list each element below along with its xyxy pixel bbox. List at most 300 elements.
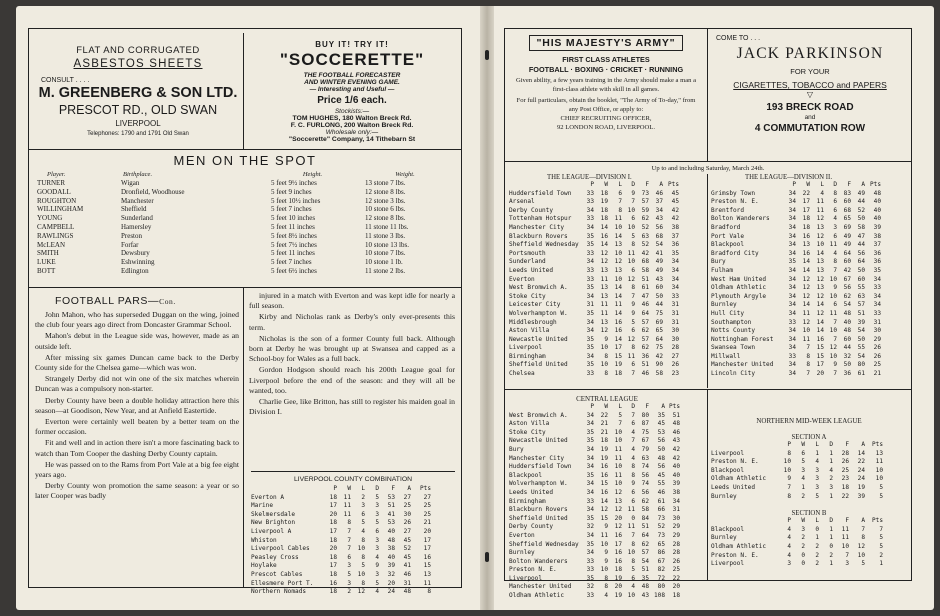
stat-cell: 4 (833, 249, 837, 257)
table-row (509, 361, 705, 370)
stat-cell: 46 (641, 301, 649, 309)
col-header: Pts (419, 485, 431, 492)
team-name: Port Vale (711, 232, 745, 240)
stat-cell: 51 (641, 523, 649, 531)
stat-cell: 13 (600, 284, 608, 292)
stat-cell: 37 (655, 198, 663, 206)
stat-cell: 26 (403, 519, 411, 527)
stat-cell: 60 (857, 275, 865, 283)
header-spacer (251, 485, 323, 494)
stat-cell: 13 (614, 241, 622, 249)
men-cell: CAMPBELL (37, 222, 75, 231)
stat-cell: 7 (833, 335, 837, 343)
stat-cell: 7 (833, 370, 837, 378)
stat-cell: 17 (423, 545, 431, 553)
central-title: CENTRAL LEAGUE (576, 395, 638, 403)
stat-cell: 13 (875, 449, 883, 457)
stat-cell: 6 (833, 198, 837, 206)
stat-cell: 34 (788, 223, 796, 231)
stat-cell: 51 (672, 411, 680, 419)
parkinson-ad (710, 31, 910, 157)
stat-cell: 34 (586, 420, 594, 428)
team-name: Bradford (711, 223, 741, 231)
stat-cell: 8 (631, 241, 635, 249)
stat-cell: 5 (879, 483, 883, 491)
ad-tag1: THE FOOTBALL FORECASTER (303, 72, 401, 79)
men-cell: 5 feet 7½ inches (271, 240, 317, 249)
stat-cell: 5 (861, 560, 865, 568)
stat-cell: 32 (843, 352, 851, 360)
ad-line2: ASBESTOS SHEETS (73, 58, 203, 70)
stat-cell: 10 (627, 206, 635, 214)
team-name: New Brighton (251, 519, 296, 527)
stat-cell: 14 (816, 249, 824, 257)
stat-cell: 55 (857, 344, 865, 352)
stat-cell: 11 (627, 249, 635, 257)
stat-cell: 8 (787, 449, 791, 457)
stat-cell: 43 (672, 437, 680, 445)
stat-cell: 12 (816, 215, 824, 223)
stat-cell: 5 (361, 562, 365, 570)
stat-cell: 15 (816, 352, 824, 360)
stat-cell: 12 (600, 258, 608, 266)
table-row (509, 370, 705, 379)
stat-cell: 86 (657, 549, 665, 557)
paragraph: After missing six games Duncan came back to the Derby County side for the Chelsea game—which was won. (35, 352, 239, 373)
stat-cell: 5 (631, 318, 635, 326)
stat-cell: 35 (586, 309, 594, 317)
stat-cell: 43 (641, 592, 649, 600)
stat-cell: 6 (631, 327, 635, 335)
table-row (509, 429, 705, 438)
stat-cell: 9 (604, 523, 608, 531)
table-row (711, 233, 907, 242)
ad-tag3: — Interesting and Useful — (309, 86, 395, 93)
stat-cell: 68 (655, 232, 663, 240)
midweek-league-table (711, 393, 907, 579)
col-header: L (815, 441, 819, 448)
arrow-down-icon: ▽ (806, 90, 814, 99)
stat-cell: 7 (631, 198, 635, 206)
men-header (35, 171, 455, 178)
stat-cell: 28 (841, 449, 849, 457)
stat-cell: 10 (816, 241, 824, 249)
stat-cell: 16 (614, 327, 622, 335)
stat-cell: 52 (403, 545, 411, 553)
stat-cell: 19 (600, 445, 608, 453)
stat-cell: 14 (614, 335, 622, 343)
team-name: Leeds United (509, 488, 554, 496)
stat-cell: 20 (387, 579, 395, 587)
table-row (711, 493, 907, 502)
stat-cell: 30 (671, 335, 679, 343)
stat-cell: 20 (816, 370, 824, 378)
table-row (509, 549, 705, 558)
stat-cell: 2 (801, 534, 805, 542)
table-row (509, 566, 705, 575)
table-row (509, 258, 705, 267)
header-spacer (509, 181, 581, 190)
stat-cell: 11 (343, 493, 351, 501)
stat-cell: 48 (387, 536, 395, 544)
stat-cell: 6 (375, 527, 379, 535)
men-cell: TURNER (37, 179, 65, 187)
stat-cell: 10 (875, 475, 883, 483)
stat-cell: 35 (586, 232, 594, 240)
table-row (509, 592, 705, 601)
stat-cell: 11 (829, 241, 837, 249)
table-row (509, 224, 705, 233)
men-cell: 5 feet 8½ inches (271, 231, 317, 240)
col-header: F (845, 517, 849, 525)
team-name: Huddersfield Town (509, 189, 572, 197)
stat-cell: 39 (387, 562, 395, 570)
stat-cell: 34 (788, 215, 796, 223)
stat-cell: 18 (329, 570, 337, 578)
col-header: F (845, 441, 849, 448)
divider (29, 149, 461, 150)
col-header: L (618, 403, 622, 410)
stat-cell: 2 (815, 542, 819, 550)
stat-cell: 33 (586, 592, 594, 600)
stat-cell: 34 (788, 198, 796, 206)
stat-cell: 1 (829, 534, 833, 542)
stat-cell: 30 (403, 510, 411, 518)
stat-cell: 28 (672, 549, 680, 557)
team-name: Aston Villa (509, 327, 550, 335)
stat-cell: 53 (387, 519, 395, 527)
stat-cell: 14 (600, 223, 608, 231)
divider (707, 390, 708, 580)
stat-cell: 19 (857, 483, 865, 491)
stat-cell: 25 (873, 361, 881, 369)
stat-cell: 13 (816, 284, 824, 292)
paragraph: Nicholas is the son of a former County full back. Although born at Derby he was brought up at Swansea and capped as a School-boy for Wales as a full back. (249, 333, 455, 364)
stat-cell: 16 (600, 471, 608, 479)
paragraph: Everton were certainly well beaten by a better team on the former occasion. (35, 417, 239, 437)
team-name: Oldham Athletic (711, 542, 767, 550)
stat-cell: 39 (672, 480, 680, 488)
col-header: W (801, 441, 805, 448)
stat-cell: 18 (600, 189, 608, 197)
stat-cell: 8 (861, 534, 865, 542)
table-row (509, 250, 705, 259)
stat-cell: 5 (361, 519, 365, 527)
men-cell: 13 stone 7 lbs. (365, 179, 406, 187)
stat-cell: 11 (614, 215, 622, 223)
team-name: Liverpool Cables (251, 545, 310, 553)
army-para3: CHIEF RECRUITING OFFICER, (560, 114, 652, 122)
stat-cell: 3 (833, 223, 837, 231)
stat-cell: 13 (600, 292, 608, 300)
team-name: Marine (251, 502, 274, 510)
table-row (509, 541, 705, 550)
stat-cell: 63 (641, 232, 649, 240)
team-name: Blackburn Rovers (509, 506, 568, 514)
stat-cell: 36 (843, 370, 851, 378)
stat-cell: 28 (672, 540, 680, 548)
stat-cell: 33 (873, 309, 881, 317)
stat-cell: 46 (672, 428, 680, 436)
team-name: Fulham (711, 266, 734, 274)
stat-cell: 3 (375, 502, 379, 510)
stat-cell: 56 (657, 463, 665, 471)
stat-cell: 9 (787, 475, 791, 483)
team-name: Everton (509, 275, 535, 283)
header-spacer (711, 181, 783, 190)
stat-cell: 75 (641, 428, 649, 436)
stat-cell: 50 (857, 215, 865, 223)
stat-cell: 34 (873, 301, 881, 309)
stat-cell: 52 (641, 223, 649, 231)
col-header: Weight. (395, 171, 415, 178)
stat-cell: 35 (671, 249, 679, 257)
stat-cell: 13 (600, 266, 608, 274)
stat-cell: 16 (614, 557, 622, 565)
team-name: Bradford City (711, 249, 759, 257)
stat-cell: 10 (614, 480, 622, 488)
stat-cell: 6 (631, 266, 635, 274)
stat-cell: 11 (614, 445, 622, 453)
stat-cell: 12 (816, 309, 824, 317)
stat-cell: 84 (641, 514, 649, 522)
men-cell: 10 stone 7 lbs. (365, 249, 406, 258)
stat-cell: 16 (600, 463, 608, 471)
stat-cell: 17 (816, 361, 824, 369)
stat-cell: 3 (361, 502, 365, 510)
stat-cell: 31 (671, 318, 679, 326)
stat-cell: 56 (641, 488, 649, 496)
table-row (509, 420, 705, 429)
stat-cell: 34 (873, 275, 881, 283)
col-header: W (604, 181, 608, 188)
col-header: P (787, 441, 791, 448)
stat-cell: 22 (802, 189, 810, 197)
team-name: Hull City (711, 309, 745, 317)
men-cell: Sheffield (121, 205, 147, 214)
stat-cell: 35 (586, 514, 594, 522)
stat-cell: 1 (815, 449, 819, 457)
stat-cell: 10 (802, 327, 810, 335)
col-header: F (645, 181, 649, 188)
stat-cell: 11 (614, 471, 622, 479)
men-cell: 10 stone 6 lbs. (365, 205, 406, 214)
stat-cell: 53 (657, 428, 665, 436)
stat-cell: 4 (833, 215, 837, 223)
stat-cell: 15 (600, 514, 608, 522)
table-row (711, 301, 907, 310)
table-row (251, 537, 455, 546)
army-line1: FIRST CLASS ATHLETES (562, 55, 650, 64)
stat-cell: 4 (604, 592, 608, 600)
stat-cell: 34 (788, 361, 796, 369)
team-name: Notts County (711, 327, 756, 335)
stat-cell: 10 (614, 223, 622, 231)
stat-cell: 34 (586, 258, 594, 266)
team-name: Bury (711, 258, 726, 266)
col-header: Player. (47, 171, 66, 178)
stat-cell: 22 (857, 458, 865, 466)
stat-cell: 34 (788, 189, 796, 197)
stat-cell: 34 (788, 335, 796, 343)
col-header: D (833, 181, 837, 188)
county-combination-table (251, 471, 455, 596)
stat-cell: 8 (604, 352, 608, 360)
team-name: Prescot Cables (251, 570, 303, 578)
team-name: Tottenham Hotspur (509, 215, 572, 223)
table-row (711, 276, 907, 285)
table-row (711, 370, 907, 379)
ad-consult: CONSULT . . . . (41, 77, 90, 84)
stat-cell: 10 (829, 292, 837, 300)
table-row (509, 583, 705, 592)
stat-cell: 31 (403, 579, 411, 587)
men-cell: LUKE (37, 258, 56, 267)
men-row (35, 179, 455, 188)
team-name: Birmingham (509, 352, 546, 360)
table-row (509, 523, 705, 532)
stat-cell: 11 (343, 502, 351, 510)
men-cell: RAWLINGS (37, 231, 74, 240)
stat-cell: 34 (671, 258, 679, 266)
army-para2: For full particulars, obtain the booklet, "The Army of To-day," from any Post Office, or apply to: (516, 97, 696, 114)
stat-cell: 28 (671, 344, 679, 352)
stat-cell: 44 (857, 198, 865, 206)
men-cell: 11 stone 11 lbs. (365, 222, 409, 231)
stat-cell: 18 (600, 215, 608, 223)
table-row (509, 336, 705, 345)
stat-cell: 48 (672, 420, 680, 428)
stat-cell: 10 (829, 275, 837, 283)
football-pars-col2 (249, 291, 455, 457)
table-row (711, 224, 907, 233)
stat-cell: 19 (614, 592, 622, 600)
stat-cell: 1 (801, 483, 805, 491)
team-name: Oldham Athletic (711, 475, 767, 483)
stat-cell: 53 (387, 493, 395, 501)
stat-cell: 2 (361, 493, 365, 501)
stat-cell: 17 (329, 502, 337, 510)
stat-cell: 35 (657, 411, 665, 419)
stat-cell: 18 (329, 553, 337, 561)
stat-cell: 18 (329, 493, 337, 501)
stat-cell: 16 (329, 579, 337, 587)
stat-cell: 26 (841, 458, 849, 466)
men-cell: SMITH (37, 249, 59, 258)
table-header (711, 181, 907, 190)
stat-cell: 35 (586, 540, 594, 548)
team-name: Liverpool A (251, 527, 292, 535)
team-name: Plymouth Argyle (711, 292, 767, 300)
stat-cell: 39 (857, 492, 865, 500)
stat-cell: 3 (815, 466, 819, 474)
stat-cell: 12 (802, 292, 810, 300)
stat-cell: 2 (879, 551, 883, 559)
men-cell: Manchester (121, 196, 154, 205)
men-cell: 10 stone 13 lbs. (365, 240, 409, 249)
stat-cell: 1 (879, 560, 883, 568)
stat-cell: 10 (783, 458, 791, 466)
stat-cell: 6 (833, 206, 837, 214)
stat-cell: 14 (857, 449, 865, 457)
stat-cell: 11 (875, 458, 883, 466)
stat-cell: 1 (829, 492, 833, 500)
stat-cell: 1 (829, 560, 833, 568)
team-name: Manchester United (711, 361, 774, 369)
team-name: Portsmouth (509, 249, 546, 257)
stat-cell: 57 (641, 198, 649, 206)
ad-and: and (804, 114, 816, 121)
col-header: Pts (869, 181, 881, 188)
stat-cell: 34 (672, 497, 680, 505)
stat-cell: 52 (641, 241, 649, 249)
stat-cell: 60 (655, 284, 663, 292)
stat-cell: 34 (671, 284, 679, 292)
team-name: Manchester City (509, 223, 565, 231)
stat-cell: 25 (403, 502, 411, 510)
men-cell: ROUGHTON (37, 196, 77, 205)
stat-cell: 14 (614, 292, 622, 300)
stat-cell: 12 (600, 506, 608, 514)
ad-stockist2: F. C. FURLONG, 200 Walton Breck Rd. (290, 122, 414, 129)
team-name: Northern Nomads (251, 588, 307, 596)
stat-cell: 16 (802, 249, 810, 257)
stat-cell: 7 (631, 411, 635, 419)
stat-cell: 35 (586, 335, 594, 343)
col-header: D (631, 403, 635, 410)
stat-cell: 10 (600, 344, 608, 352)
stat-cell: 50 (655, 292, 663, 300)
stat-cell: 64 (843, 249, 851, 257)
stat-cell: 17 (329, 527, 337, 535)
table-row (509, 327, 705, 336)
stat-cell: 12 (614, 258, 622, 266)
stat-cell: 30 (672, 514, 680, 522)
stat-cell: 34 (586, 411, 594, 419)
table-row (711, 327, 907, 336)
stat-cell: 10 (857, 551, 865, 559)
stat-cell: 12 (816, 275, 824, 283)
stat-cell: 62 (641, 215, 649, 223)
men-row (35, 232, 455, 241)
stat-cell: 51 (641, 361, 649, 369)
table-row (711, 450, 907, 459)
stat-cell: 46 (655, 189, 663, 197)
table-row (509, 276, 705, 285)
stat-cell: 33 (788, 352, 796, 360)
stat-cell: 8 (833, 258, 837, 266)
stat-cell: 18 (329, 536, 337, 544)
table-row (711, 310, 907, 319)
team-name: Blackburn Rovers (509, 232, 568, 240)
stat-cell: 10 (841, 542, 849, 550)
stat-cell: 56 (655, 223, 663, 231)
stat-cell: 27 (403, 493, 411, 501)
stat-cell: 83 (843, 189, 851, 197)
stat-cell: 58 (641, 266, 649, 274)
stat-cell: 11 (841, 534, 849, 542)
stat-cell: 41 (387, 510, 395, 518)
men-row (35, 214, 455, 223)
stat-cell: 7 (845, 551, 849, 559)
table-row (251, 502, 455, 511)
stat-cell: 4 (787, 534, 791, 542)
col-header: A (861, 517, 865, 525)
stat-cell: 4 (375, 553, 379, 561)
stat-cell: 10 (614, 428, 622, 436)
stat-cell: 6 (631, 420, 635, 428)
stat-cell: 0 (631, 514, 635, 522)
